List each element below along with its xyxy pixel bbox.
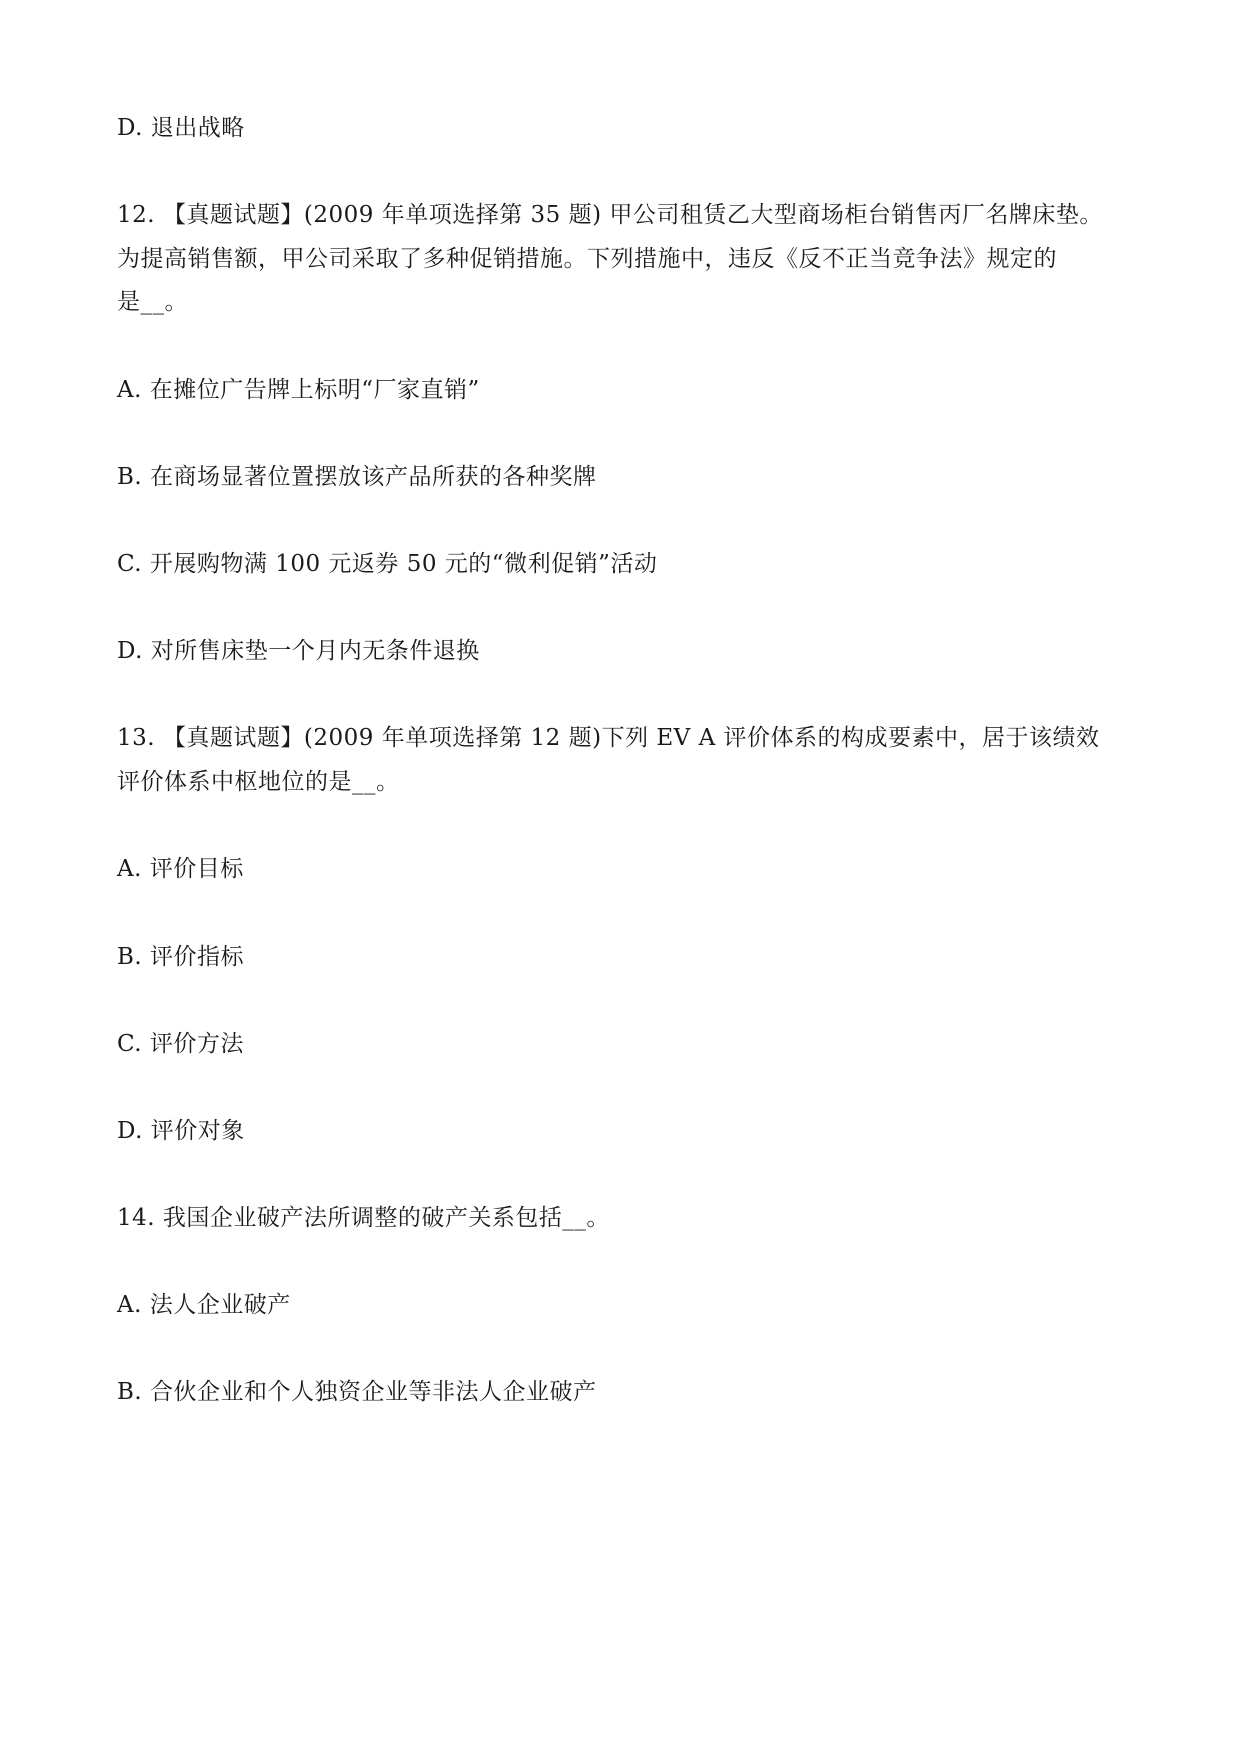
q12-option-a: A. 在摊位广告牌上标明“厂家直销” <box>117 377 480 403</box>
q13-option-a: A. 评价目标 <box>117 856 244 882</box>
q14-option-b: B. 合伙企业和个人独资企业等非法人企业破产 <box>117 1379 597 1405</box>
q13-option-d: D. 评价对象 <box>117 1118 245 1144</box>
q12-stem-line-1: 12. 【真题试题】(2009 年单项选择第 35 题) 甲公司租赁乙大型商场柜台销售丙厂名牌床垫。 <box>117 202 1103 228</box>
q13-option-c: C. 评价方法 <box>117 1031 244 1057</box>
q12-stem-line-3: 是__。 <box>117 289 188 315</box>
q12-option-b: B. 在商场显著位置摆放该产品所获的各种奖牌 <box>117 464 597 490</box>
q14-stem: 14. 我国企业破产法所调整的破产关系包括__。 <box>117 1205 610 1231</box>
q13-stem-line-2: 评价体系中枢地位的是__。 <box>117 769 400 795</box>
q12-stem-line-2: 为提高销售额，甲公司采取了多种促销措施。下列措施中，违反《反不正当竞争法》规定的 <box>117 246 1057 272</box>
q14-option-a: A. 法人企业破产 <box>117 1292 291 1318</box>
q13-stem-line-1: 13. 【真题试题】(2009 年单项选择第 12 题)下列 EV A 评价体系的构成要素中，居于该绩效 <box>117 725 1100 751</box>
q13-option-b: B. 评价指标 <box>117 944 245 970</box>
q12-option-c: C. 开展购物满 100 元返券 50 元的“微利促销”活动 <box>117 551 658 577</box>
q12-option-d: D. 对所售床垫一个月内无条件退换 <box>117 638 480 664</box>
q11-option-d: D. 退出战略 <box>117 115 245 141</box>
